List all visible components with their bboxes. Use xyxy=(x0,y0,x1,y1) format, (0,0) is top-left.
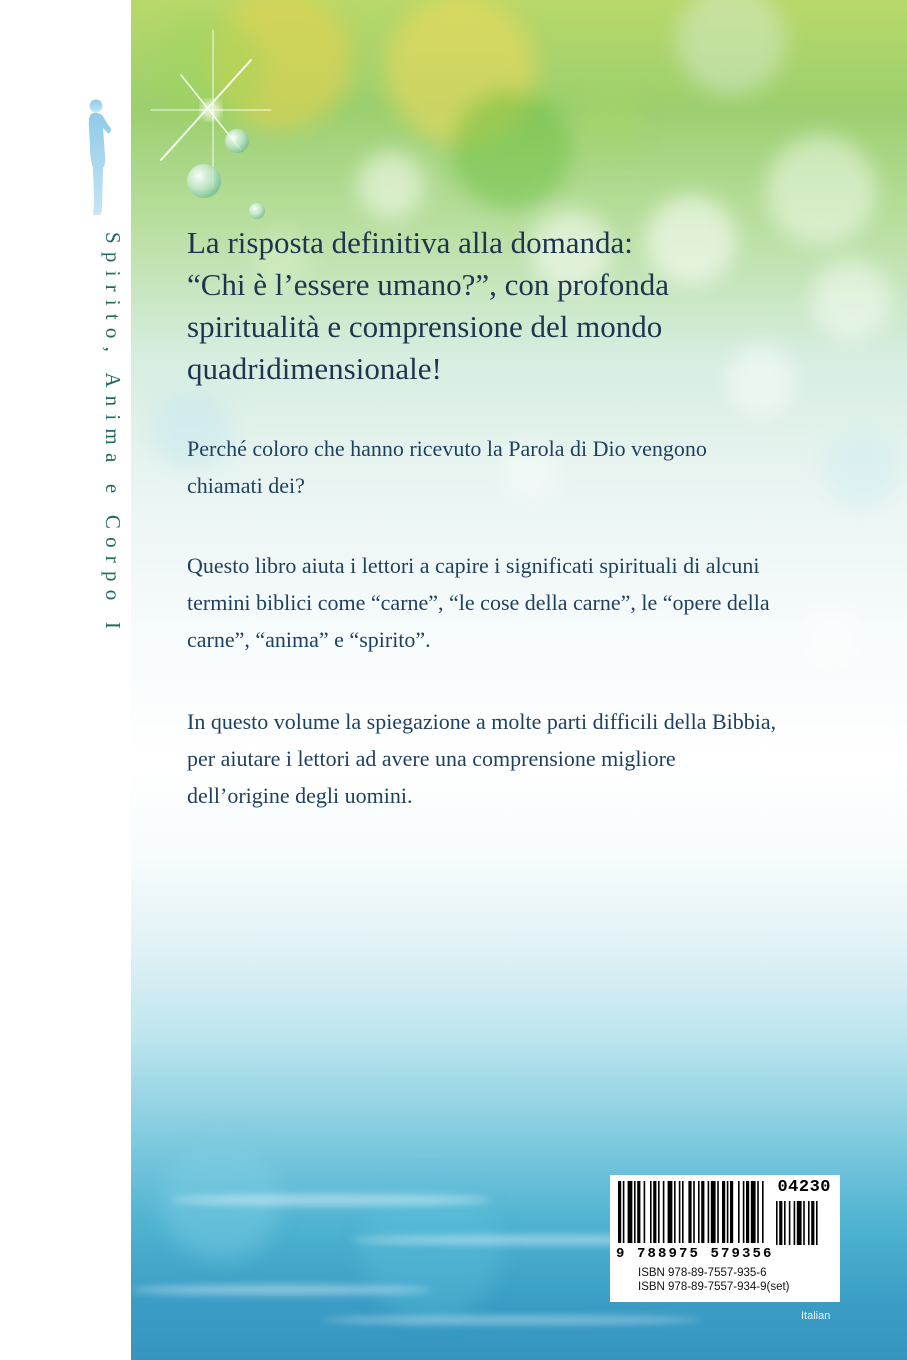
paragraph-line: Questo libro aiuta i lettori a capire i significati spirituali di alcuni xyxy=(187,553,760,578)
barcode-addon-bar xyxy=(797,1201,802,1245)
barcode-bar xyxy=(727,1181,729,1243)
barcode-bar xyxy=(762,1181,764,1243)
barcode-bar xyxy=(688,1181,691,1243)
barcode-bar xyxy=(693,1181,695,1243)
back-cover xyxy=(131,0,907,1360)
barcode-panel xyxy=(610,1175,840,1302)
paragraph-description xyxy=(187,547,877,658)
barcode-bar xyxy=(757,1181,759,1243)
barcode-bar xyxy=(682,1181,684,1243)
person-silhouette-icon xyxy=(82,98,118,216)
barcode-addon-bar xyxy=(779,1201,782,1245)
book-spine xyxy=(0,0,131,1360)
paragraph-question xyxy=(187,430,877,504)
barcode-addon-bar xyxy=(776,1201,778,1245)
barcode-addon-bar xyxy=(816,1201,818,1245)
paragraph-line: termini biblici come “carne”, “le cose della carne”, le “opere della xyxy=(187,590,770,615)
barcode-bar xyxy=(738,1181,740,1243)
headline-line-3: spiritualità e comprensione del mondo xyxy=(187,309,663,344)
paragraph-line: Perché coloro che hanno ricevuto la Parola di Dio vengono xyxy=(187,436,707,461)
headline-line-1: La risposta definitiva alla domanda: xyxy=(187,225,633,260)
barcode-bar xyxy=(746,1181,749,1243)
barcode-bar xyxy=(663,1181,665,1243)
barcode-digits: 9 788975 579356 xyxy=(616,1246,774,1262)
barcode-bar xyxy=(644,1181,646,1243)
barcode-bar xyxy=(658,1181,660,1243)
barcode-bar xyxy=(668,1181,673,1243)
isbn-set-line: ISBN 978-89-7557-934-9(set) xyxy=(638,1281,790,1293)
paragraph-line: carne”, “anima” e “spirito”. xyxy=(187,627,431,652)
barcode-bar xyxy=(623,1181,625,1243)
barcode-bar xyxy=(698,1181,700,1243)
barcode-bar xyxy=(679,1181,681,1243)
paragraph-volume xyxy=(187,703,877,814)
water-drop-icon xyxy=(187,129,265,219)
bokeh-background xyxy=(131,0,907,1360)
headline-line-4: quadridimensionale! xyxy=(187,351,442,386)
paragraph-line: per aiutare i lettori ad avere una comprensione migliore xyxy=(187,746,676,771)
barcode-bar xyxy=(618,1181,621,1243)
spine-title: Spirito, Anima e Corpo I xyxy=(101,232,125,638)
paragraph-line: chiamati dei? xyxy=(187,473,305,498)
headline-line-2: “Chi è l’essere umano?”, con profonda xyxy=(187,267,670,302)
barcode-bar xyxy=(743,1181,745,1243)
headline xyxy=(187,222,877,390)
barcode-bar xyxy=(650,1181,652,1243)
barcode-bar xyxy=(751,1181,756,1243)
barcode-addon-bar xyxy=(789,1201,791,1245)
barcode-addon-number: 04230 xyxy=(777,1178,831,1197)
barcode-bar xyxy=(637,1181,640,1243)
barcode-addon-bar xyxy=(803,1201,805,1245)
paragraph-line: In questo volume la spiegazione a molte parti difficili della Bibbia, xyxy=(187,709,777,734)
barcode-bar xyxy=(717,1181,719,1243)
barcode-bar xyxy=(711,1181,716,1243)
barcode-bar xyxy=(653,1181,656,1243)
barcode-bar xyxy=(722,1181,725,1243)
barcode-bar xyxy=(730,1181,733,1243)
barcode-bar xyxy=(628,1181,633,1243)
isbn-line: ISBN 978-89-7557-935-6 xyxy=(638,1267,767,1279)
barcode-bar xyxy=(701,1181,704,1243)
barcode-bar xyxy=(634,1181,636,1243)
barcode-addon-bar xyxy=(811,1201,814,1245)
language-label: Italian xyxy=(801,1310,831,1322)
barcode-bar xyxy=(674,1181,676,1243)
barcode-addon-bar xyxy=(794,1201,796,1245)
barcode-bar xyxy=(708,1181,710,1243)
barcode-addon-bar xyxy=(808,1201,810,1245)
paragraph-line: dell’origine degli uomini. xyxy=(187,783,413,808)
barcode-addon-bar xyxy=(784,1201,786,1245)
